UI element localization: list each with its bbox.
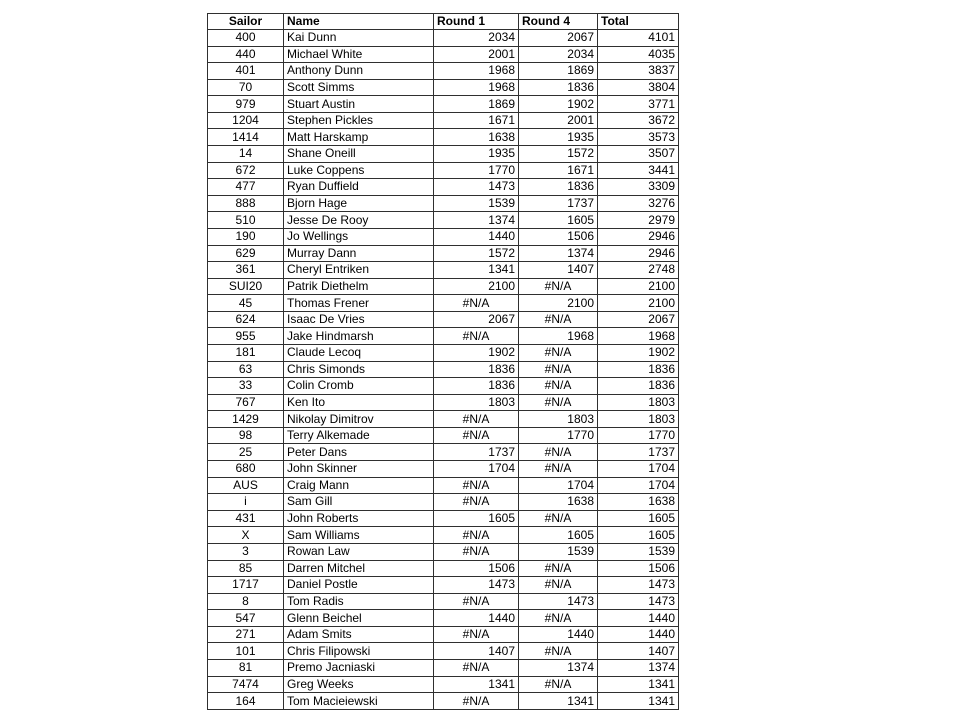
cell-round-1: 2001: [434, 46, 519, 63]
cell-total: 1836: [598, 361, 679, 378]
table-row: [208, 228, 679, 245]
cell-round-1: #N/A: [434, 494, 519, 511]
cell-total: 1440: [598, 626, 679, 643]
cell-total: 1737: [598, 444, 679, 461]
cell-round-4: #N/A: [519, 361, 598, 378]
cell-total: 3507: [598, 146, 679, 163]
cell-total: 1341: [598, 676, 679, 693]
cell-round-4: 1473: [519, 593, 598, 610]
table-row: [208, 510, 679, 527]
cell-sailor: 1717: [208, 577, 284, 594]
cell-round-4: 1440: [519, 626, 598, 643]
cell-round-1: 1869: [434, 96, 519, 113]
cell-total: 3804: [598, 79, 679, 96]
cell-total: 1836: [598, 378, 679, 395]
table-row: [208, 626, 679, 643]
cell-sailor: 955: [208, 328, 284, 345]
cell-name: Cheryl Entriken: [284, 262, 434, 279]
cell-name: Terry Alkemade: [284, 427, 434, 444]
cell-name: Bjorn Hage: [284, 195, 434, 212]
cell-total: 1968: [598, 328, 679, 345]
cell-total: 2979: [598, 212, 679, 229]
cell-round-1: 1803: [434, 394, 519, 411]
cell-total: 3573: [598, 129, 679, 146]
cell-round-1: 1902: [434, 344, 519, 361]
table-row: [208, 461, 679, 478]
cell-total: 2946: [598, 228, 679, 245]
cell-round-1: 2100: [434, 278, 519, 295]
column-header-name: Name: [284, 14, 434, 30]
cell-round-1: 1572: [434, 245, 519, 262]
cell-round-1: 1440: [434, 610, 519, 627]
column-header-round-1: Round 1: [434, 14, 519, 30]
table-row: [208, 295, 679, 312]
table-row: [208, 577, 679, 594]
cell-round-1: #N/A: [434, 626, 519, 643]
cell-name: Michael White: [284, 46, 434, 63]
cell-sailor: SUI20: [208, 278, 284, 295]
cell-total: 1440: [598, 610, 679, 627]
cell-name: Rowan Law: [284, 543, 434, 560]
table-row: [208, 212, 679, 229]
cell-round-1: #N/A: [434, 477, 519, 494]
cell-sailor: 14: [208, 146, 284, 163]
cell-sailor: 624: [208, 311, 284, 328]
cell-name: Premo Jacniaski: [284, 659, 434, 676]
table-row: [208, 311, 679, 328]
table-row: [208, 560, 679, 577]
cell-total: 2946: [598, 245, 679, 262]
table-row: [208, 543, 679, 560]
cell-name: Jesse De Rooy: [284, 212, 434, 229]
cell-name: Isaac De Vries: [284, 311, 434, 328]
cell-round-4: 2100: [519, 295, 598, 312]
cell-sailor: 1414: [208, 129, 284, 146]
cell-name: Tom Radis: [284, 593, 434, 610]
cell-round-4: 1572: [519, 146, 598, 163]
cell-round-4: #N/A: [519, 311, 598, 328]
column-header-round-4: Round 4: [519, 14, 598, 30]
cell-total: 1539: [598, 543, 679, 560]
cell-name: Claude Lecoq: [284, 344, 434, 361]
cell-total: 1770: [598, 427, 679, 444]
cell-name: Chris Simonds: [284, 361, 434, 378]
cell-round-1: #N/A: [434, 295, 519, 312]
cell-name: Murray Dann: [284, 245, 434, 262]
cell-round-1: 1374: [434, 212, 519, 229]
cell-sailor: 25: [208, 444, 284, 461]
cell-round-4: 1869: [519, 63, 598, 80]
cell-total: 1704: [598, 461, 679, 478]
cell-sailor: 181: [208, 344, 284, 361]
cell-round-4: 1704: [519, 477, 598, 494]
table-row: [208, 659, 679, 676]
cell-total: 4101: [598, 30, 679, 47]
cell-sailor: i: [208, 494, 284, 511]
cell-round-4: #N/A: [519, 610, 598, 627]
table-body: [208, 30, 679, 710]
cell-name: Daniel Postle: [284, 577, 434, 594]
cell-name: Darren Mitchel: [284, 560, 434, 577]
table-row: [208, 610, 679, 627]
table-row: [208, 30, 679, 47]
table-row: [208, 328, 679, 345]
cell-total: 1902: [598, 344, 679, 361]
cell-total: 3276: [598, 195, 679, 212]
table-row: [208, 46, 679, 63]
cell-total: 3441: [598, 162, 679, 179]
cell-sailor: 400: [208, 30, 284, 47]
cell-sailor: 401: [208, 63, 284, 80]
cell-round-4: #N/A: [519, 643, 598, 660]
cell-total: 2100: [598, 278, 679, 295]
cell-round-1: 1638: [434, 129, 519, 146]
cell-round-1: #N/A: [434, 593, 519, 610]
cell-round-4: 1968: [519, 328, 598, 345]
cell-round-1: 1341: [434, 676, 519, 693]
cell-sailor: 440: [208, 46, 284, 63]
cell-sailor: 510: [208, 212, 284, 229]
cell-name: Luke Coppens: [284, 162, 434, 179]
cell-round-4: 1374: [519, 245, 598, 262]
cell-round-1: 1341: [434, 262, 519, 279]
table-row: [208, 444, 679, 461]
cell-round-1: #N/A: [434, 411, 519, 428]
table-row: [208, 112, 679, 129]
cell-name: Anthony Dunn: [284, 63, 434, 80]
table-row: [208, 344, 679, 361]
cell-sailor: 547: [208, 610, 284, 627]
cell-sailor: 70: [208, 79, 284, 96]
cell-total: 1407: [598, 643, 679, 660]
cell-name: Craig Mann: [284, 477, 434, 494]
cell-sailor: AUS: [208, 477, 284, 494]
table-row: [208, 146, 679, 163]
cell-total: 1473: [598, 593, 679, 610]
cell-name: Jake Hindmarsh: [284, 328, 434, 345]
cell-sailor: 888: [208, 195, 284, 212]
cell-round-1: #N/A: [434, 659, 519, 676]
cell-total: 3771: [598, 96, 679, 113]
table-row: [208, 378, 679, 395]
cell-sailor: 8: [208, 593, 284, 610]
cell-sailor: 45: [208, 295, 284, 312]
cell-round-1: 2034: [434, 30, 519, 47]
table-row: [208, 278, 679, 295]
cell-name: Stuart Austin: [284, 96, 434, 113]
cell-sailor: 190: [208, 228, 284, 245]
cell-total: 3837: [598, 63, 679, 80]
cell-round-4: #N/A: [519, 394, 598, 411]
cell-name: Scott Simms: [284, 79, 434, 96]
cell-round-1: 1407: [434, 643, 519, 660]
cell-round-1: 1539: [434, 195, 519, 212]
table-row: [208, 643, 679, 660]
cell-name: Adam Smits: [284, 626, 434, 643]
cell-name: John Roberts: [284, 510, 434, 527]
cell-round-1: 1671: [434, 112, 519, 129]
cell-name: Ken Ito: [284, 394, 434, 411]
cell-name: Glenn Beichel: [284, 610, 434, 627]
table-row: [208, 162, 679, 179]
cell-round-4: #N/A: [519, 577, 598, 594]
cell-sailor: 979: [208, 96, 284, 113]
cell-round-4: #N/A: [519, 676, 598, 693]
cell-total: 1803: [598, 411, 679, 428]
table-row: [208, 394, 679, 411]
cell-round-4: #N/A: [519, 278, 598, 295]
cell-round-4: 2034: [519, 46, 598, 63]
cell-round-4: #N/A: [519, 378, 598, 395]
cell-round-1: #N/A: [434, 527, 519, 544]
cell-round-4: 1605: [519, 212, 598, 229]
table-row: [208, 361, 679, 378]
cell-total: 3309: [598, 179, 679, 196]
cell-round-4: 1803: [519, 411, 598, 428]
cell-total: 1638: [598, 494, 679, 511]
cell-round-4: 2001: [519, 112, 598, 129]
cell-sailor: 767: [208, 394, 284, 411]
cell-round-1: 1770: [434, 162, 519, 179]
table-row: [208, 179, 679, 196]
cell-name: Thomas Frener: [284, 295, 434, 312]
cell-round-1: 1935: [434, 146, 519, 163]
cell-name: Nikolay Dimitrov: [284, 411, 434, 428]
table-row: [208, 411, 679, 428]
cell-name: Ryan Duffield: [284, 179, 434, 196]
cell-round-1: #N/A: [434, 427, 519, 444]
cell-sailor: 164: [208, 693, 284, 710]
cell-round-1: #N/A: [434, 328, 519, 345]
cell-sailor: 680: [208, 461, 284, 478]
cell-round-4: 1539: [519, 543, 598, 560]
cell-round-4: 1836: [519, 179, 598, 196]
table-row: [208, 527, 679, 544]
cell-round-1: 1473: [434, 179, 519, 196]
cell-sailor: 3: [208, 543, 284, 560]
cell-sailor: 672: [208, 162, 284, 179]
cell-round-4: 2067: [519, 30, 598, 47]
cell-name: Chris Filipowski: [284, 643, 434, 660]
cell-name: Patrik Diethelm: [284, 278, 434, 295]
cell-round-4: 1374: [519, 659, 598, 676]
cell-round-4: #N/A: [519, 444, 598, 461]
cell-round-4: #N/A: [519, 461, 598, 478]
cell-sailor: 33: [208, 378, 284, 395]
cell-round-1: 1704: [434, 461, 519, 478]
cell-total: 2748: [598, 262, 679, 279]
cell-sailor: 629: [208, 245, 284, 262]
cell-round-4: #N/A: [519, 344, 598, 361]
cell-name: Tom Macieiewski: [284, 693, 434, 710]
cell-round-4: 1407: [519, 262, 598, 279]
cell-round-4: #N/A: [519, 560, 598, 577]
cell-sailor: 7474: [208, 676, 284, 693]
cell-round-1: 1440: [434, 228, 519, 245]
cell-round-4: 1836: [519, 79, 598, 96]
table-row: [208, 245, 679, 262]
table-row: [208, 477, 679, 494]
table-row: [208, 427, 679, 444]
cell-sailor: X: [208, 527, 284, 544]
table-row: [208, 79, 679, 96]
cell-sailor: 1429: [208, 411, 284, 428]
cell-round-1: 1968: [434, 63, 519, 80]
table-header: [208, 14, 679, 30]
table-row: [208, 593, 679, 610]
cell-round-4: 1770: [519, 427, 598, 444]
cell-round-1: 2067: [434, 311, 519, 328]
cell-name: Kai Dunn: [284, 30, 434, 47]
cell-total: 1803: [598, 394, 679, 411]
cell-total: 3672: [598, 112, 679, 129]
cell-total: 1341: [598, 693, 679, 710]
cell-sailor: 431: [208, 510, 284, 527]
cell-total: 1473: [598, 577, 679, 594]
cell-round-4: 1605: [519, 527, 598, 544]
cell-round-1: 1605: [434, 510, 519, 527]
cell-total: 1374: [598, 659, 679, 676]
cell-name: Matt Harskamp: [284, 129, 434, 146]
cell-round-1: 1836: [434, 361, 519, 378]
cell-total: 1506: [598, 560, 679, 577]
cell-round-4: 1671: [519, 162, 598, 179]
table-row: [208, 676, 679, 693]
cell-round-1: 1836: [434, 378, 519, 395]
cell-round-4: 1935: [519, 129, 598, 146]
cell-total: 2100: [598, 295, 679, 312]
table-row: [208, 195, 679, 212]
table-row: [208, 63, 679, 80]
cell-round-4: 1902: [519, 96, 598, 113]
cell-total: 1605: [598, 527, 679, 544]
cell-round-4: 1506: [519, 228, 598, 245]
cell-total: 4035: [598, 46, 679, 63]
cell-name: Greg Weeks: [284, 676, 434, 693]
cell-name: Shane Oneill: [284, 146, 434, 163]
cell-round-1: #N/A: [434, 543, 519, 560]
cell-round-4: 1737: [519, 195, 598, 212]
cell-round-1: 1473: [434, 577, 519, 594]
cell-round-1: 1506: [434, 560, 519, 577]
cell-name: Jo Wellings: [284, 228, 434, 245]
cell-sailor: 63: [208, 361, 284, 378]
cell-round-4: 1638: [519, 494, 598, 511]
cell-sailor: 361: [208, 262, 284, 279]
cell-round-4: #N/A: [519, 510, 598, 527]
cell-round-1: 1737: [434, 444, 519, 461]
cell-sailor: 81: [208, 659, 284, 676]
table-row: [208, 129, 679, 146]
cell-round-4: 1341: [519, 693, 598, 710]
table-row: [208, 494, 679, 511]
cell-sailor: 477: [208, 179, 284, 196]
cell-sailor: 85: [208, 560, 284, 577]
column-header-sailor: Sailor: [208, 14, 284, 30]
cell-name: Sam Williams: [284, 527, 434, 544]
header-row: [208, 14, 679, 30]
cell-round-1: 1968: [434, 79, 519, 96]
cell-sailor: 271: [208, 626, 284, 643]
table-row: [208, 262, 679, 279]
results-table: [207, 13, 679, 710]
column-header-total: Total: [598, 14, 679, 30]
cell-total: 1704: [598, 477, 679, 494]
cell-name: Sam Gill: [284, 494, 434, 511]
table-row: [208, 96, 679, 113]
cell-total: 1605: [598, 510, 679, 527]
table-row: [208, 693, 679, 710]
cell-sailor: 98: [208, 427, 284, 444]
cell-total: 2067: [598, 311, 679, 328]
cell-sailor: 101: [208, 643, 284, 660]
cell-name: Colin Cromb: [284, 378, 434, 395]
cell-round-1: #N/A: [434, 693, 519, 710]
cell-name: Stephen Pickles: [284, 112, 434, 129]
cell-name: John Skinner: [284, 461, 434, 478]
cell-sailor: 1204: [208, 112, 284, 129]
cell-name: Peter Dans: [284, 444, 434, 461]
